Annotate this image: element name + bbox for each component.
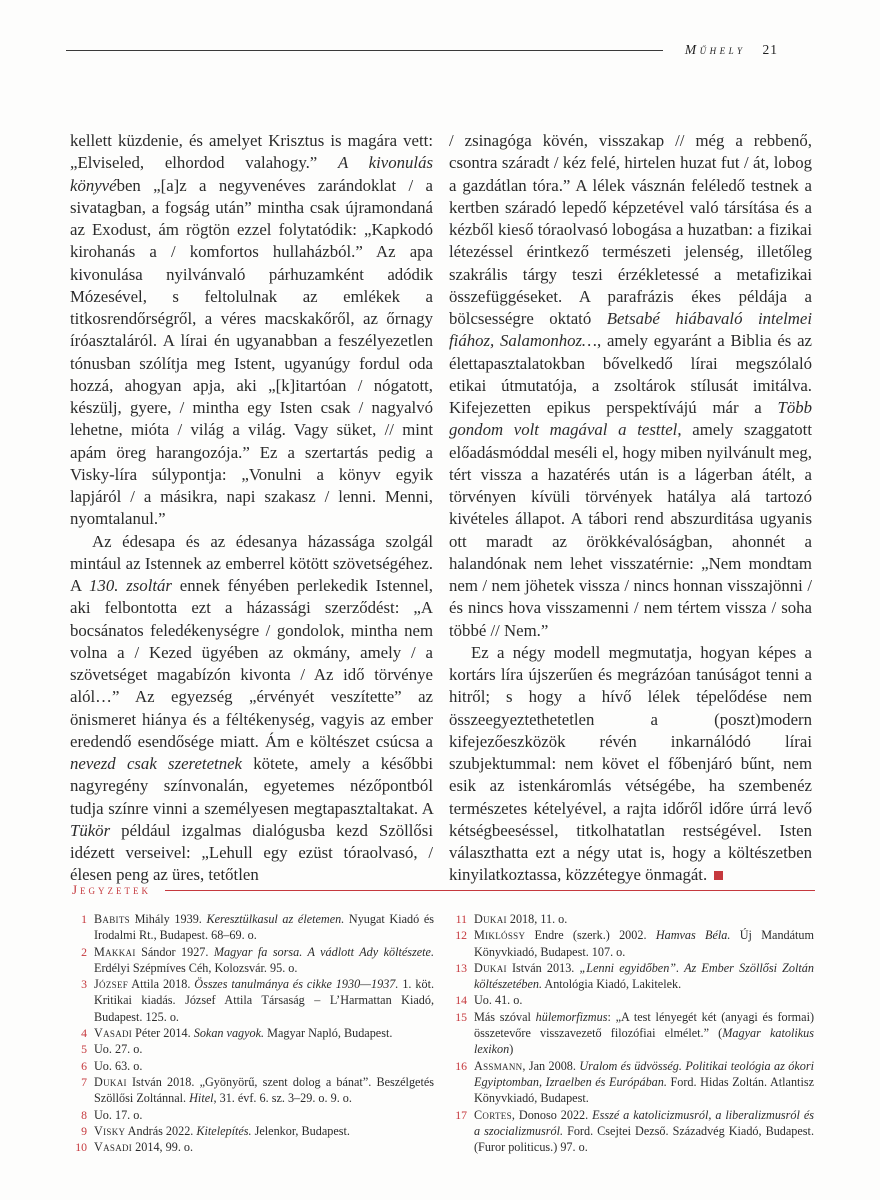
notes-column-left bbox=[72, 911, 434, 1155]
note-text: Uo. 41. o. bbox=[474, 993, 523, 1008]
note-text: Uo. 63. o. bbox=[94, 1058, 143, 1073]
note-number: 7 bbox=[81, 1074, 87, 1089]
note-item bbox=[452, 1058, 814, 1107]
note-text: Babits Mihály 1939. Keresztülkasul az életemen. Nyugat Kiadó és Irodalmi Rt., Budapest. 68–69. o. bbox=[94, 912, 434, 943]
note-number: 12 bbox=[455, 928, 467, 943]
paragraph-continuation: kellett küzdenie, és amelyet Krisztus is magára vett: „Elviseled, elhordod valahogy.” A kivonulás könyvében „[a]z a negyvenéves zarándoklat / a sivatagban, a fogság után” mintha csak újramondaná az Exodust, ám rögtön ezzel folytatódik: „Kapkodó kirohanás a / komfortos hullaházból.” Az apa kivonulása nyilvánvaló párhuzamként adódik Mózesével, s feltolulnak az emlékek a titkosrendőrségről, a véres macskakőről, az őrnagy íróasztaláról. A lírai én ugyanabban a feszélyezetlen tónusban szólítja meg Istent, ugyanúgy fordul oda hozzá, ahogyan apja, aki „[k]itartóan / nógatott, készülj, gyere, / mintha egy Isten csak / nagyalvó lehetne, mióta / világ a világ. Vagy süket, // mint apám öreg harangozója.” Ez a szertartás pedig a Visky-líra súlypontja: „Vonulni a könyv egyik lapjáról / a másikra, napi szakasz / lenni. Menni, nyomtalanul.” bbox=[70, 131, 433, 529]
note-number: 16 bbox=[455, 1058, 467, 1073]
note-number: 4 bbox=[81, 1026, 87, 1041]
note-text: Miklóssy Endre (szerk.) 2002. Hamvas Béla. Új Mandátum Könyvkiadó, Budapest. 107. o. bbox=[474, 928, 815, 959]
article-body bbox=[70, 130, 812, 887]
note-item bbox=[72, 1139, 434, 1155]
note-item bbox=[72, 1058, 434, 1074]
note-number: 17 bbox=[455, 1107, 467, 1122]
page-number: 21 bbox=[762, 42, 778, 57]
note-text: Dukai István 2013. „Lenni egyidőben”. Az Ember Szöllősi Zoltán költészetében. Antológia Kiadó, Lakitelek. bbox=[474, 960, 814, 992]
notes-header bbox=[72, 882, 815, 898]
note-text: Vasadi 2014, 99. o. bbox=[94, 1140, 194, 1155]
note-number: 5 bbox=[81, 1042, 87, 1057]
text-column-right bbox=[449, 130, 812, 887]
note-item bbox=[452, 992, 814, 1008]
note-item bbox=[72, 976, 434, 1025]
note-item bbox=[72, 911, 434, 944]
note-text: Assmann, Jan 2008. Uralom és üdvösség. Politikai teológia az ókori Egyiptomban, Izraelben és Európában. Ford. Hidas Zoltán. Atlantisz Könyvkiadó, Budapest. bbox=[474, 1058, 815, 1106]
notes-rule bbox=[165, 890, 815, 891]
note-number: 11 bbox=[455, 912, 467, 926]
note-text: Más szóval hülemorfizmus: „A test lényegét két (anyagi és formai) összetevőre visszavezető filozófiai elmélet.” (Magyar katolikus lexikon) bbox=[474, 1009, 815, 1057]
note-item bbox=[72, 944, 434, 977]
notes-section bbox=[72, 882, 815, 1155]
note-number: 10 bbox=[75, 1140, 87, 1155]
text-column-left bbox=[70, 130, 433, 887]
section-label: Műhely bbox=[684, 42, 746, 57]
note-item bbox=[452, 911, 814, 927]
note-item bbox=[72, 1041, 434, 1057]
note-text: Visky András 2022. Kitelepítés. Jelenkor, Budapest. bbox=[94, 1123, 350, 1138]
notes-column-right bbox=[452, 911, 814, 1155]
note-number: 15 bbox=[455, 1009, 467, 1024]
note-item bbox=[72, 1025, 434, 1041]
page-header bbox=[66, 42, 778, 58]
notes-title: Jegyzetek bbox=[72, 882, 152, 897]
paragraph-final bbox=[449, 642, 812, 887]
note-text: Cortes, Donoso 2022. Esszé a katolicizmusról, a liberalizmusról és a szocializmusról. Ford. Csejtei Dezső. Századvég Kiadó, Budapest. (Furor politicus.) 97. o. bbox=[474, 1107, 814, 1155]
note-text: József Attila 2018. Összes tanulmánya és cikke 1930—1937. 1. köt. Kritikai kiadás. József Attila Társaság – L’Harmattan Kiadó, Budapest. 125. o. bbox=[94, 977, 435, 1024]
note-number: 1 bbox=[81, 912, 87, 926]
note-number: 9 bbox=[81, 1123, 87, 1138]
note-number: 8 bbox=[81, 1107, 87, 1122]
note-item bbox=[72, 1107, 434, 1123]
paragraph: Az édesapa és az édesanya házassága szolgál mintául az Istennek az emberrel kötött szövetségéhez. A 130. zsoltár ennek fényében perlekedik Istennel, aki felbontotta ezt a házassági szerződést: „A bocsánatos feledékenységre / gondolok, mintha nem volna a / Kezed ügyében az okmány, amely / a szövetséget magabízón kivonta / Az idő törvénye alól…” Az egyezség „érvényét veszítette” az önismeret hiánya és a féltékenység, vagyis az ember eredendő esendősége miatt. Ám e költészet csúcsa a nevezd csak szeretetnek kötete, amely a későbbi nagyregény színvonalán, egyetemes nézőpontból tudja színre vinni a személyesen megtapasztaltakat. A Tükör például izgalmas dialógusba kezd Szöllősi idézett verseivel: „Lehull egy ezüst tóraolvasó, / élesen peng az üres, tetőtlen bbox=[70, 531, 433, 885]
note-item bbox=[72, 1074, 434, 1107]
note-item bbox=[452, 927, 814, 960]
paragraph-text: Ez a négy modell megmutatja, hogyan képes a kortárs líra újszerűen és megrázóan tanúságot tenni a hitről; s hogy a hívő lélek tépelődése nem összeegyeztethetetlen a (poszt)modern kifejezőeszközök révén inkarnálódó lírai szubjektummal: nem követ el főbenjáró bűnt, nem esik az istenkáromlás vétségébe, ha szembenéz természetes kételyével, a rajta időről időre úrrá levő kétségbeeséssel, titkolhatatlan restségével. Isten választhatta ezt a négy utat is, hogy a költészetben kinyilatkoztassa, közzétegye önmagát. bbox=[449, 642, 812, 885]
note-number: 3 bbox=[81, 977, 87, 992]
note-item bbox=[452, 1009, 814, 1058]
note-text: Dukai István 2018. „Gyönyörű, szent dolog a bánat”. Beszélgetés Szöllősi Zoltánnal. Hitel, 31. évf. 6. sz. 3–29. o. 9. o. bbox=[94, 1074, 434, 1106]
note-text: Makkai Sándor 1927. Magyar fa sorsa. A vádlott Ady költészete. Erdélyi Szépmíves Céh, Kolozsvár. 95. o. bbox=[94, 944, 435, 975]
header-rule bbox=[66, 50, 663, 51]
end-of-article-marker bbox=[714, 871, 723, 880]
note-item bbox=[452, 960, 814, 993]
note-item bbox=[452, 1107, 814, 1156]
note-number: 13 bbox=[455, 960, 467, 975]
notes-columns bbox=[72, 911, 815, 1155]
note-number: 14 bbox=[455, 993, 467, 1008]
note-text: Vasadi Péter 2014. Sokan vagyok. Magyar Napló, Budapest. bbox=[94, 1026, 393, 1041]
note-item bbox=[72, 1123, 434, 1139]
paragraph-continuation: / zsinagóga kövén, visszakap // még a rebbenő, csontra száradt / kéz felé, hirtelen huzat fut / át, lobog a gazdátlan tóra.” A lélek vásznán feléledő testnek a kertben száradó lepedő képzetével való társítása és a kézből kieső tóraolvasó lobogása a huzatban: a fizikai létezéssel érintkező természeti jelenség, illetőleg szakrális tárgy teszi érzékletessé a metafizikai összefüggéseket. A parafrázis ékes példája a bölcsességre oktató Betsabé hiábavaló intelmei fiához, Salamonhoz…, amely egyaránt a Biblia és az élettapasztalatokban bővelkedő lírai megszólaló etikai útmutatója, a zsoltárok stílusát imitálva. Kifejezetten epikus perspektívájú már a Több gondom volt magával a testtel, amely szaggatott előadásmóddal meséli el, hogy miben nyilvánult meg, tért vissza a hazatérés után is a lágerban átélt, a törvényen kívüli törvények hatálya alá tartozó kivételes állapot. A tábori rend abszurditása ugyanis ott maradt az örökkévalóságban, ahonnét a halandónak nem lehet visszatérnie: „Nem mondtam nem / nem jöhetek vissza / nincs honnan visszajönni / és nincs hova visszamenni / nem tértem vissza / soha többé // Nem.” bbox=[449, 131, 813, 640]
note-text: Dukai 2018, 11. o. bbox=[474, 912, 568, 926]
note-text: Uo. 17. o. bbox=[94, 1107, 143, 1122]
note-text: Uo. 27. o. bbox=[94, 1042, 143, 1057]
note-number: 6 bbox=[81, 1058, 87, 1073]
note-number: 2 bbox=[81, 944, 87, 959]
